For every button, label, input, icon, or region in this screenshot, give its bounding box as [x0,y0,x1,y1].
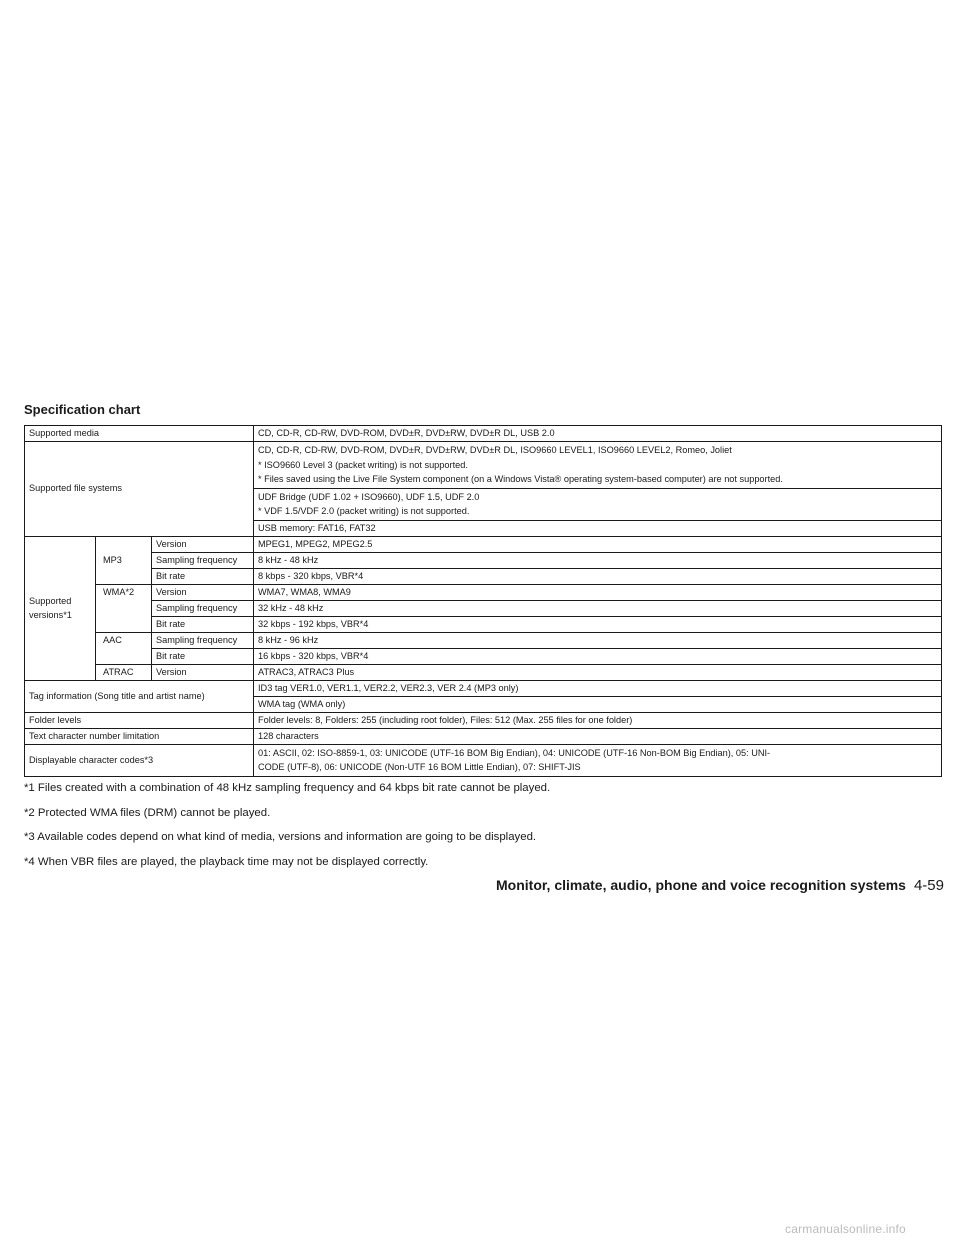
footnote: *1 Files created with a combination of 48 kHz sampling frequency and 64 kbps bit rate cannot be played. [24,782,551,794]
table-row [25,426,942,442]
tag-info-value: ID3 tag VER1.0, VER1.1, VER2.2, VER2.3, VER 2.4 (MP3 only) [254,680,942,696]
text-limit-label: Text character number limitation [25,728,254,744]
wma-version-value: WMA7, WMA8, WMA9 [254,584,942,600]
folder-levels-value: Folder levels: 8, Folders: 255 (including root folder), Files: 512 (Max. 255 files for one folder) [254,712,942,728]
file-systems-line: CD, CD-R, CD-RW, DVD-ROM, DVD±R, DVD±RW, DVD±R DL, ISO9660 LEVEL1, ISO9660 LEVEL2, Romeo, Joliet [258,445,732,455]
aac-bitrate-value: 16 kbps - 320 kbps, VBR*4 [254,648,942,664]
mp3-label: MP3 [96,536,152,584]
wma-version-label: Version [152,584,254,600]
footnote: *2 Protected WMA files (DRM) cannot be played. [24,806,271,819]
file-systems-value [254,442,942,489]
wma-label: WMA*2 [96,584,152,632]
wma-bitrate-label: Bit rate [152,616,254,632]
text-limit-value: 128 characters [254,728,942,744]
page-footer [424,877,944,894]
mp3-freq-label: Sampling frequency [152,552,254,568]
udf-value [254,488,942,520]
file-systems-label: Supported file systems [25,442,254,537]
table-row [25,632,942,648]
aac-bitrate-label: Bit rate [152,648,254,664]
wma-bitrate-value: 32 kbps - 192 kbps, VBR*4 [254,616,942,632]
table-row [25,536,942,552]
folder-levels-label: Folder levels [25,712,254,728]
page-number: 4-59 [913,877,944,894]
section-title: Specification chart [24,402,141,417]
atrac-label: ATRAC [96,664,152,680]
table-row [25,616,942,632]
mp3-version-value: MPEG1, MPEG2, MPEG2.5 [254,536,942,552]
footer-section-title: Monitor, climate, audio, phone and voice recognition systems [496,877,906,893]
watermark: carmanualsonline.info [785,1222,906,1236]
table-row [25,568,942,584]
table-row [25,712,942,728]
mp3-bitrate-value: 8 kbps - 320 kbps, VBR*4 [254,568,942,584]
table-row [25,728,942,744]
udf-line: UDF Bridge (UDF 1.02 + ISO9660), UDF 1.5, UDF 2.0 [258,491,480,502]
char-codes-label: Displayable character codes*3 [25,744,254,776]
wma-freq-value: 32 kHz - 48 kHz [254,600,942,616]
file-systems-note: * ISO9660 Level 3 (packet writing) is not supported. [258,459,468,470]
supported-versions-label: Supported versions*1 [25,536,96,680]
table-row [25,600,942,616]
mp3-freq-value: 8 kHz - 48 kHz [254,552,942,568]
supported-media-value: CD, CD-R, CD-RW, DVD-ROM, DVD±R, DVD±RW, DVD±R DL, USB 2.0 [254,426,942,442]
atrac-version-label: Version [152,664,254,680]
table-row [25,680,942,696]
aac-freq-label: Sampling frequency [152,632,254,648]
table-row [25,584,942,600]
mp3-bitrate-label: Bit rate [152,568,254,584]
tag-info-label: Tag information (Song title and artist name) [25,680,254,712]
table-row [25,744,942,776]
table-row [25,648,942,664]
char-codes-value: 01: ASCII, 02: ISO-8859-1, 03: UNICODE (UTF-16 BOM Big Endian), 04: UNICODE (UTF-16 Non-BOM Big Endian), 05: UNI- CODE (UTF-8), 06: UNICODE (Non-UTF 16 BOM Little Endian), 07: SHIFT-JIS [254,744,942,776]
aac-label: AAC [96,632,152,664]
table-row [25,442,942,489]
aac-freq-value: 8 kHz - 96 kHz [254,632,942,648]
usb-value: USB memory: FAT16, FAT32 [254,520,942,536]
atrac-version-value: ATRAC3, ATRAC3 Plus [254,664,942,680]
table-row [25,664,942,680]
table-row [25,552,942,568]
footnote: *3 Available codes depend on what kind of media, versions and information are going to be displayed. [24,831,537,843]
udf-note: * VDF 1.5/VDF 2.0 (packet writing) is not supported. [258,506,470,516]
file-systems-note: * Files saved using the Live File System component (on a Windows Vista® operating system-based computer) are not supported. [258,474,783,484]
supported-media-label: Supported media [25,426,254,442]
footnote: *4 When VBR files are played, the playback time may not be displayed correctly. [24,855,429,868]
wma-freq-label: Sampling frequency [152,600,254,616]
specification-table [24,425,942,777]
tag-info-value: WMA tag (WMA only) [254,696,942,712]
mp3-version-label: Version [152,536,254,552]
footnotes [24,781,944,879]
